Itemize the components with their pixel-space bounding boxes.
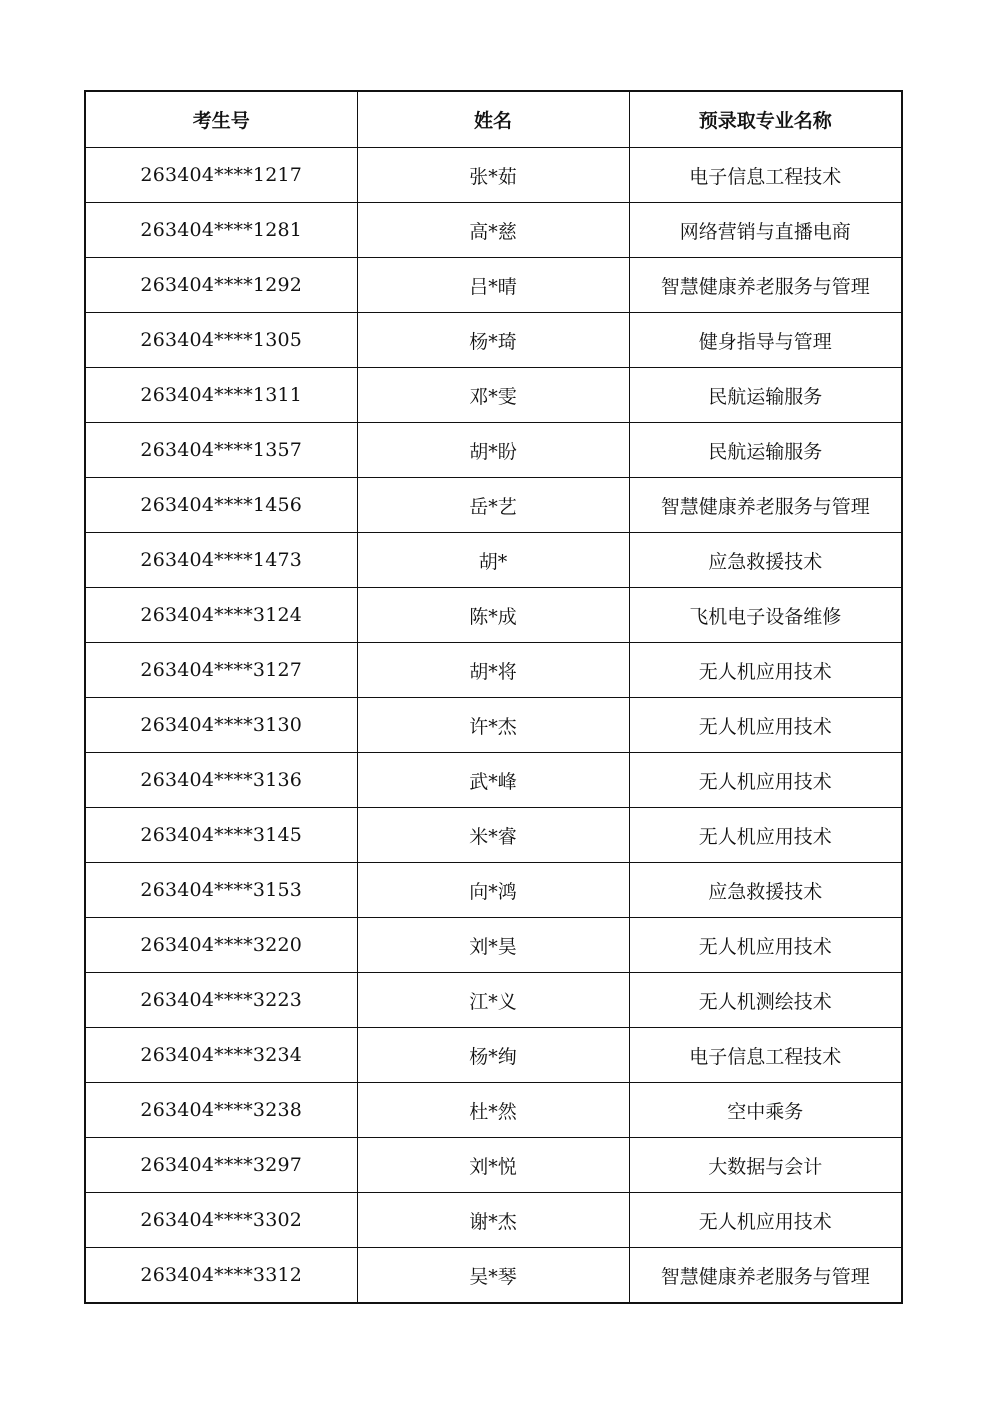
table-row — [85, 973, 902, 1028]
major-cell: 应急救援技术 — [629, 863, 902, 918]
student-name-cell: 吴*琴 — [357, 1248, 629, 1304]
major-cell: 民航运输服务 — [629, 368, 902, 423]
table-row — [85, 148, 902, 203]
exam-number-cell: 263404****3220 — [85, 918, 357, 973]
table-row — [85, 808, 902, 863]
major-cell: 无人机应用技术 — [629, 808, 902, 863]
header-name: 姓名 — [357, 91, 629, 148]
student-name-cell: 米*睿 — [357, 808, 629, 863]
exam-number-cell: 263404****3302 — [85, 1193, 357, 1248]
table-row — [85, 478, 902, 533]
table-body — [85, 148, 902, 1304]
table-row — [85, 368, 902, 423]
major-cell: 飞机电子设备维修 — [629, 588, 902, 643]
exam-number-cell: 263404****3238 — [85, 1083, 357, 1138]
exam-number-cell: 263404****3234 — [85, 1028, 357, 1083]
exam-number-cell: 263404****3145 — [85, 808, 357, 863]
exam-number-cell: 263404****1217 — [85, 148, 357, 203]
exam-number-cell: 263404****3312 — [85, 1248, 357, 1304]
student-name-cell: 胡*盼 — [357, 423, 629, 478]
exam-number-cell: 263404****3297 — [85, 1138, 357, 1193]
major-cell: 无人机应用技术 — [629, 918, 902, 973]
student-name-cell: 刘*昊 — [357, 918, 629, 973]
table-row — [85, 918, 902, 973]
exam-number-cell: 263404****1281 — [85, 203, 357, 258]
major-cell: 无人机应用技术 — [629, 1193, 902, 1248]
student-name-cell: 杨*琦 — [357, 313, 629, 368]
table-row — [85, 643, 902, 698]
major-cell: 应急救援技术 — [629, 533, 902, 588]
major-cell: 智慧健康养老服务与管理 — [629, 1248, 902, 1304]
table-row — [85, 423, 902, 478]
major-cell: 电子信息工程技术 — [629, 1028, 902, 1083]
student-name-cell: 谢*杰 — [357, 1193, 629, 1248]
exam-number-cell: 263404****1311 — [85, 368, 357, 423]
student-name-cell: 向*鸿 — [357, 863, 629, 918]
major-cell: 无人机应用技术 — [629, 753, 902, 808]
student-name-cell: 吕*晴 — [357, 258, 629, 313]
major-cell: 智慧健康养老服务与管理 — [629, 258, 902, 313]
table-row — [85, 588, 902, 643]
table-row — [85, 698, 902, 753]
table-row — [85, 753, 902, 808]
student-name-cell: 胡*将 — [357, 643, 629, 698]
header-major: 预录取专业名称 — [629, 91, 902, 148]
table-row — [85, 258, 902, 313]
exam-number-cell: 263404****3223 — [85, 973, 357, 1028]
student-name-cell: 杨*绚 — [357, 1028, 629, 1083]
major-cell: 民航运输服务 — [629, 423, 902, 478]
student-name-cell: 许*杰 — [357, 698, 629, 753]
major-cell: 智慧健康养老服务与管理 — [629, 478, 902, 533]
table-row — [85, 863, 902, 918]
major-cell: 大数据与会计 — [629, 1138, 902, 1193]
exam-number-cell: 263404****1473 — [85, 533, 357, 588]
major-cell: 无人机应用技术 — [629, 698, 902, 753]
exam-number-cell: 263404****1357 — [85, 423, 357, 478]
exam-number-cell: 263404****1305 — [85, 313, 357, 368]
student-name-cell: 邓*雯 — [357, 368, 629, 423]
table-row — [85, 533, 902, 588]
table-row — [85, 203, 902, 258]
exam-number-cell: 263404****3124 — [85, 588, 357, 643]
student-name-cell: 高*慈 — [357, 203, 629, 258]
exam-number-cell: 263404****3130 — [85, 698, 357, 753]
table-row — [85, 1083, 902, 1138]
exam-number-cell: 263404****3136 — [85, 753, 357, 808]
major-cell: 网络营销与直播电商 — [629, 203, 902, 258]
header-exam-number: 考生号 — [85, 91, 357, 148]
student-name-cell: 武*峰 — [357, 753, 629, 808]
major-cell: 空中乘务 — [629, 1083, 902, 1138]
admission-table — [84, 90, 903, 1304]
student-name-cell: 江*义 — [357, 973, 629, 1028]
major-cell: 健身指导与管理 — [629, 313, 902, 368]
table-row — [85, 1248, 902, 1304]
student-name-cell: 陈*成 — [357, 588, 629, 643]
student-name-cell: 胡* — [357, 533, 629, 588]
student-name-cell: 杜*然 — [357, 1083, 629, 1138]
student-name-cell: 岳*艺 — [357, 478, 629, 533]
exam-number-cell: 263404****1456 — [85, 478, 357, 533]
student-name-cell: 刘*悦 — [357, 1138, 629, 1193]
exam-number-cell: 263404****3127 — [85, 643, 357, 698]
major-cell: 无人机测绘技术 — [629, 973, 902, 1028]
table-row — [85, 1028, 902, 1083]
table-row — [85, 1193, 902, 1248]
exam-number-cell: 263404****3153 — [85, 863, 357, 918]
major-cell: 无人机应用技术 — [629, 643, 902, 698]
table-header — [85, 91, 902, 148]
major-cell: 电子信息工程技术 — [629, 148, 902, 203]
table-row — [85, 1138, 902, 1193]
student-name-cell: 张*茹 — [357, 148, 629, 203]
exam-number-cell: 263404****1292 — [85, 258, 357, 313]
table-row — [85, 313, 902, 368]
header-row — [85, 91, 902, 148]
